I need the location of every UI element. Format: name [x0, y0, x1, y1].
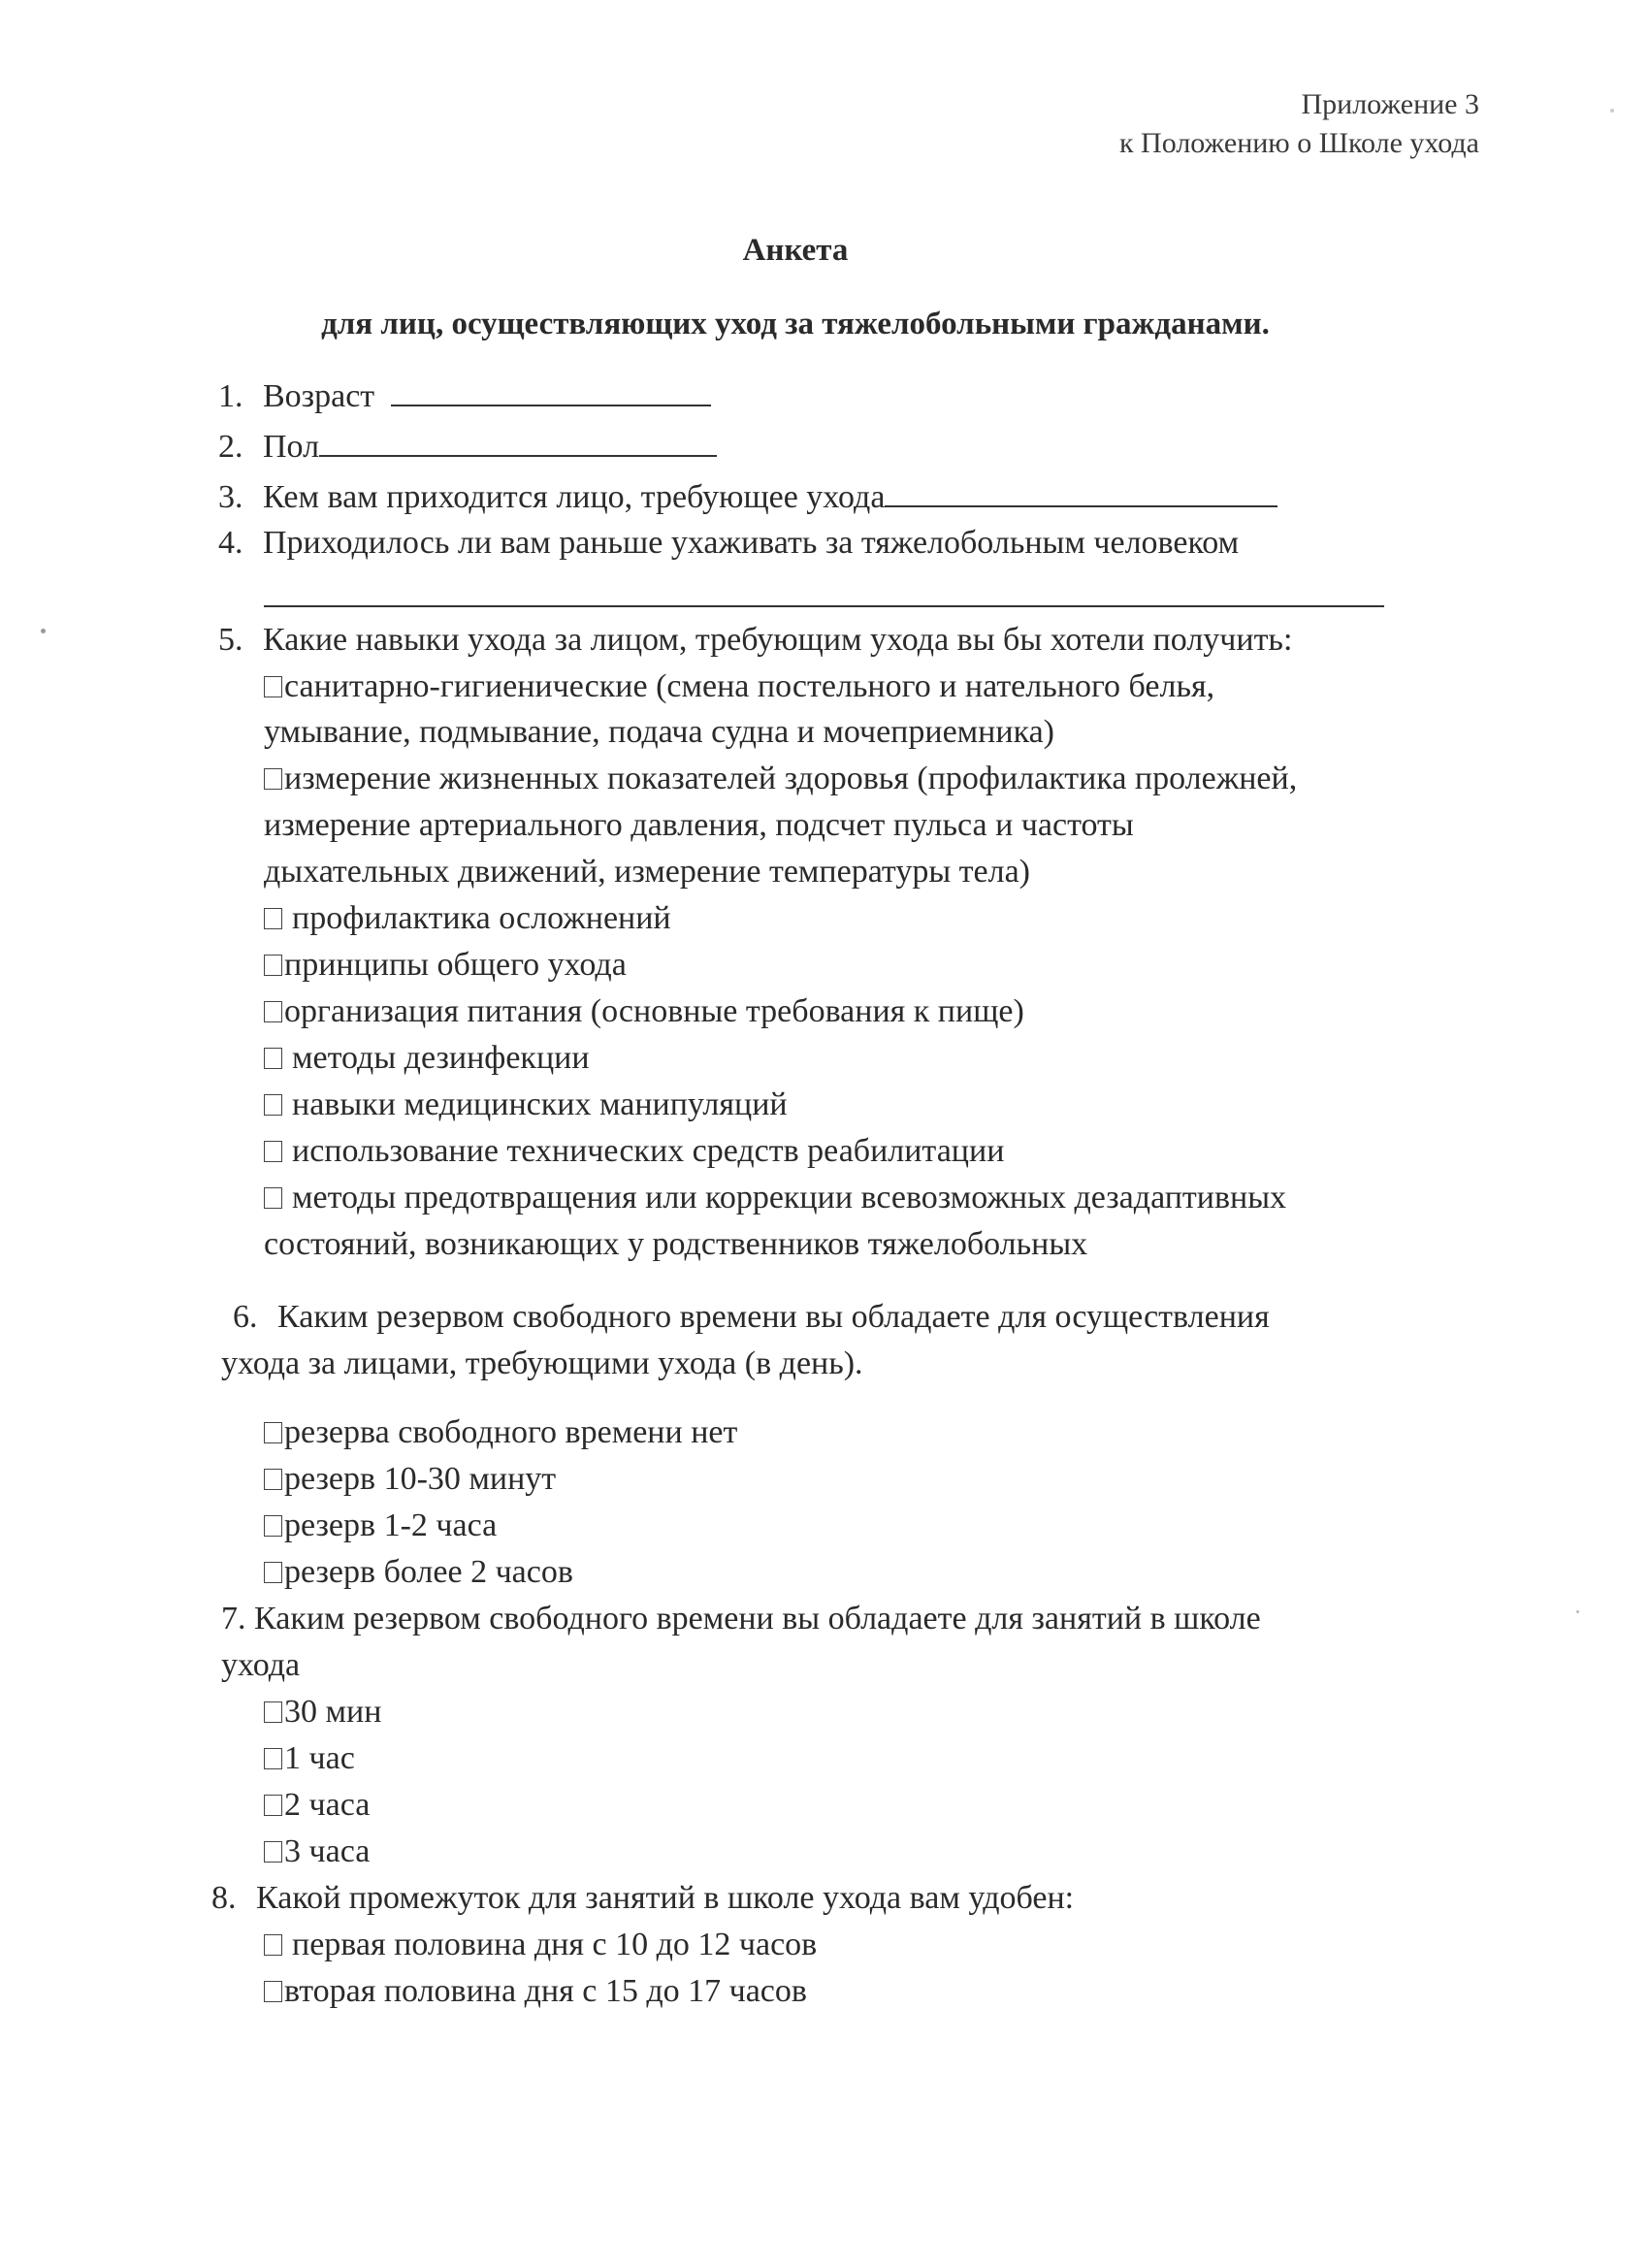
scan-speck	[1576, 1610, 1579, 1613]
appendix-number: Приложение 3	[1301, 88, 1479, 120]
free-time-option-1	[264, 1413, 737, 1452]
question-7	[221, 1600, 1261, 1638]
option-text: 1 час	[284, 1740, 355, 1776]
checkbox[interactable]	[264, 676, 282, 697]
checkbox[interactable]	[264, 768, 282, 790]
question-text: Приходилось ли вам раньше ухаживать за тяжелобольным человеком	[263, 525, 1240, 561]
time-slot-option-2	[264, 1972, 807, 2011]
skill-option-4	[264, 946, 627, 985]
skill-option-9	[264, 1179, 1286, 1217]
question-text: Каким резервом свободного времени вы обладаете для занятий в школе	[254, 1601, 1261, 1636]
checkbox[interactable]	[264, 1795, 282, 1816]
appendix-header	[1119, 85, 1479, 163]
skill-option-8	[264, 1132, 1004, 1171]
question-text: ухода за лицами, требующими ухода (в день).	[221, 1345, 863, 1381]
question-number: 1.	[218, 378, 243, 414]
skill-option-2	[264, 760, 1297, 798]
checkbox[interactable]	[264, 1048, 282, 1069]
skill-option-9-cont	[264, 1225, 1087, 1264]
option-text: измерение жизненных показателей здоровья (профилактика пролежней,	[284, 761, 1298, 796]
question-number: 4.	[218, 525, 243, 561]
question-text: Каким резервом свободного времени вы обладаете для осуществления	[277, 1299, 1270, 1335]
school-time-option-4	[264, 1832, 370, 1871]
experience-answer-field[interactable]	[264, 572, 1384, 607]
school-time-option-3	[264, 1786, 370, 1825]
question-8	[211, 1879, 1074, 1918]
option-text: использование технических средств реабилитации	[292, 1133, 1005, 1169]
checkbox[interactable]	[264, 1841, 282, 1863]
question-5	[218, 621, 1292, 660]
skill-option-2-cont-1	[264, 806, 1134, 845]
gender-answer-field[interactable]	[319, 422, 717, 457]
checkbox[interactable]	[264, 1187, 282, 1209]
question-text: ухода	[221, 1647, 301, 1683]
skill-option-3	[264, 899, 671, 938]
option-text: организация питания (основные требования к пище)	[284, 993, 1024, 1029]
question-number: 8.	[211, 1880, 237, 1916]
option-text: резерв 1-2 часа	[284, 1507, 498, 1543]
question-2	[218, 422, 717, 467]
checkbox[interactable]	[264, 1701, 282, 1723]
option-text: профилактика осложнений	[292, 900, 671, 936]
question-6	[233, 1298, 1270, 1337]
free-time-option-2	[264, 1460, 556, 1499]
option-text: вторая половина дня с 15 до 17 часов	[284, 1973, 807, 2009]
scan-speck	[41, 629, 46, 633]
option-text: 30 мин	[284, 1694, 382, 1730]
option-text: измерение артериального давления, подсчет пульса и частоты	[264, 807, 1134, 843]
checkbox[interactable]	[264, 1748, 282, 1769]
question-number: 3.	[218, 479, 243, 515]
age-answer-field[interactable]	[391, 372, 711, 406]
checkbox[interactable]	[264, 1562, 282, 1583]
skill-option-6	[264, 1039, 590, 1078]
skill-option-2-cont-2	[264, 853, 1030, 891]
question-number: 7.	[221, 1601, 246, 1636]
question-number: 5.	[218, 622, 243, 658]
checkbox[interactable]	[264, 1469, 282, 1490]
free-time-option-3	[264, 1507, 497, 1545]
option-text: резерв более 2 часов	[284, 1554, 573, 1590]
document-title: Анкета	[742, 233, 849, 268]
checkbox[interactable]	[264, 1141, 282, 1162]
checkbox[interactable]	[264, 1422, 282, 1443]
option-text: дыхательных движений, измерение температуры тела)	[264, 854, 1031, 890]
checkbox[interactable]	[264, 1981, 282, 2002]
option-text: умывание, подмывание, подача судна и мочеприемника)	[264, 714, 1054, 750]
option-text: резерв 10-30 минут	[284, 1461, 557, 1497]
skill-option-1-cont	[264, 713, 1054, 752]
question-number: 6.	[233, 1299, 258, 1335]
checkbox[interactable]	[264, 955, 282, 976]
skill-option-7	[264, 1085, 788, 1124]
document-subtitle: для лиц, осуществляющих уход за тяжелобольными гражданами.	[321, 307, 1270, 341]
option-text: резерва свободного времени нет	[284, 1414, 738, 1450]
free-time-option-4	[264, 1553, 573, 1592]
school-time-option-2	[264, 1739, 355, 1778]
question-1	[218, 372, 711, 416]
option-text: первая половина дня с 10 до 12 часов	[292, 1927, 818, 1962]
checkbox[interactable]	[264, 1094, 282, 1116]
option-text: методы дезинфекции	[292, 1040, 590, 1076]
appendix-reference: к Положению о Школе ухода	[1118, 127, 1479, 159]
question-7-cont	[221, 1646, 300, 1685]
time-slot-option-1	[264, 1926, 817, 1964]
question-text: Какие навыки ухода за лицом, требующим ухода вы бы хотели получить:	[263, 622, 1293, 658]
option-text: санитарно-гигиенические (смена постельного и нательного белья,	[284, 668, 1215, 704]
scan-speck	[1610, 109, 1614, 113]
question-number: 2.	[218, 429, 243, 465]
checkbox[interactable]	[264, 1515, 282, 1537]
school-time-option-1	[264, 1693, 381, 1732]
question-text: Кем вам приходится лицо, требующее ухода	[263, 479, 886, 515]
option-text: 2 часа	[284, 1787, 371, 1823]
question-text: Возраст	[263, 378, 375, 414]
relation-answer-field[interactable]	[885, 472, 1277, 507]
option-text: состояний, возникающих у родственников тяжелобольных	[264, 1226, 1088, 1262]
question-text: Пол	[263, 429, 320, 465]
question-3	[218, 472, 1277, 517]
checkbox[interactable]	[264, 1934, 282, 1956]
checkbox[interactable]	[264, 908, 282, 929]
skill-option-5	[264, 992, 1024, 1031]
skill-option-1	[264, 667, 1214, 706]
checkbox[interactable]	[264, 1001, 282, 1022]
option-text: навыки медицинских манипуляций	[292, 1086, 788, 1122]
option-text: принципы общего ухода	[284, 947, 627, 983]
option-text: 3 часа	[284, 1833, 371, 1869]
option-text: методы предотвращения или коррекции всевозможных дезадаптивных	[292, 1180, 1287, 1215]
question-4	[218, 524, 1239, 563]
question-6-cont	[221, 1345, 863, 1383]
question-text: Какой промежуток для занятий в школе ухода вам удобен:	[256, 1880, 1075, 1916]
